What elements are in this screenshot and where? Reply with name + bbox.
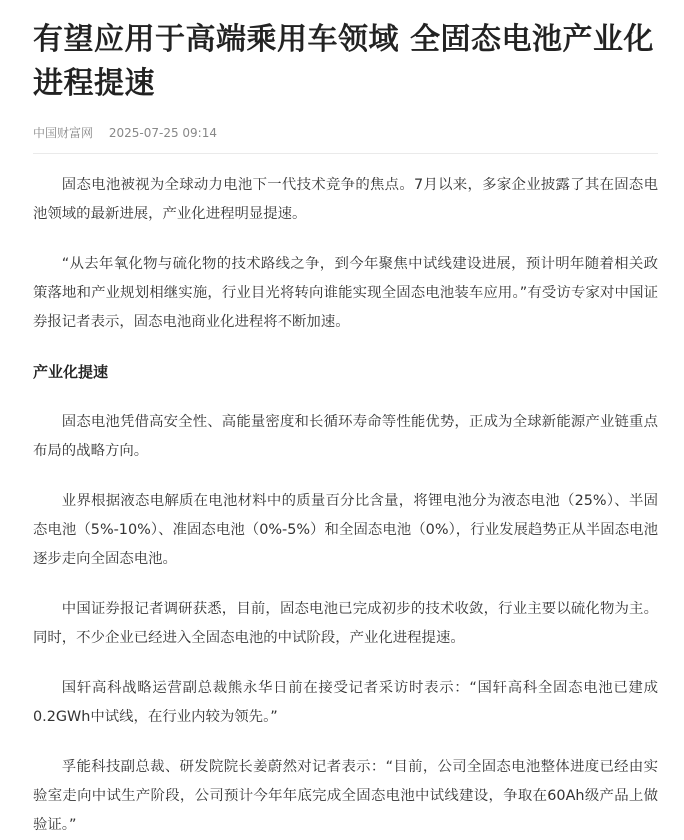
article-meta — [33, 122, 658, 144]
article-body — [33, 171, 658, 840]
article-paragraph: 固态电池被视为全球动力电池下一代技术竞争的焦点。7月以来，多家企业披露了其在固态电池领域的最新进展，产业化进程明显提速。 — [33, 177, 658, 222]
article-paragraph: 中国证券报记者调研获悉，目前，固态电池已完成初步的技术收敛，行业主要以硫化物为主。同时，不少企业已经进入全固态电池的中试阶段，产业化进程提速。 — [33, 601, 658, 646]
article-paragraph: 固态电池凭借高安全性、高能量密度和长循环寿命等性能优势，正成为全球新能源产业链重点布局的战略方向。 — [33, 414, 658, 459]
meta-divider — [33, 153, 658, 154]
section-heading: 产业化提速 — [33, 363, 109, 381]
article-paragraph: “从去年氧化物与硫化物的技术路线之争，到今年聚焦中试线建设进展，预计明年随着相关政策落地和产业规划相继实施，行业目光将转向谁能实现全固态电池装车应用。”有受访专家对中国证券报记者表示，固态电池商业化进程将不断加速。 — [33, 256, 658, 330]
article-source[interactable]: 中国财富网 — [33, 126, 94, 140]
article-paragraph: 业界根据液态电解质在电池材料中的质量百分比含量，将锂电池分为液态电池（25%）、半固态电池（5%-10%）、准固态电池（0%-5%）和全固态电池（0%），行业发展趋势正从半固态电池逐步走向全固态电池。 — [33, 493, 658, 567]
article-paragraph: 国轩高科战略运营副总裁熊永华日前在接受记者采访时表示：“国轩高科全固态电池已建成0.2GWh中试线，在行业内较为领先。” — [33, 680, 658, 725]
article-title: 有望应用于高端乘用车领域 全固态电池产业化进程提速 — [33, 22, 654, 101]
article-datetime: 2025-07-25 09:14 — [108, 126, 217, 140]
article-paragraph: 孚能科技副总裁、研发院院长姜蔚然对记者表示：“目前，公司全固态电池整体进度已经由实验室走向中试生产阶段，公司预计今年年底完成全固态电池中试线建设，争取在60Ah级产品上做验证。” — [33, 759, 658, 833]
